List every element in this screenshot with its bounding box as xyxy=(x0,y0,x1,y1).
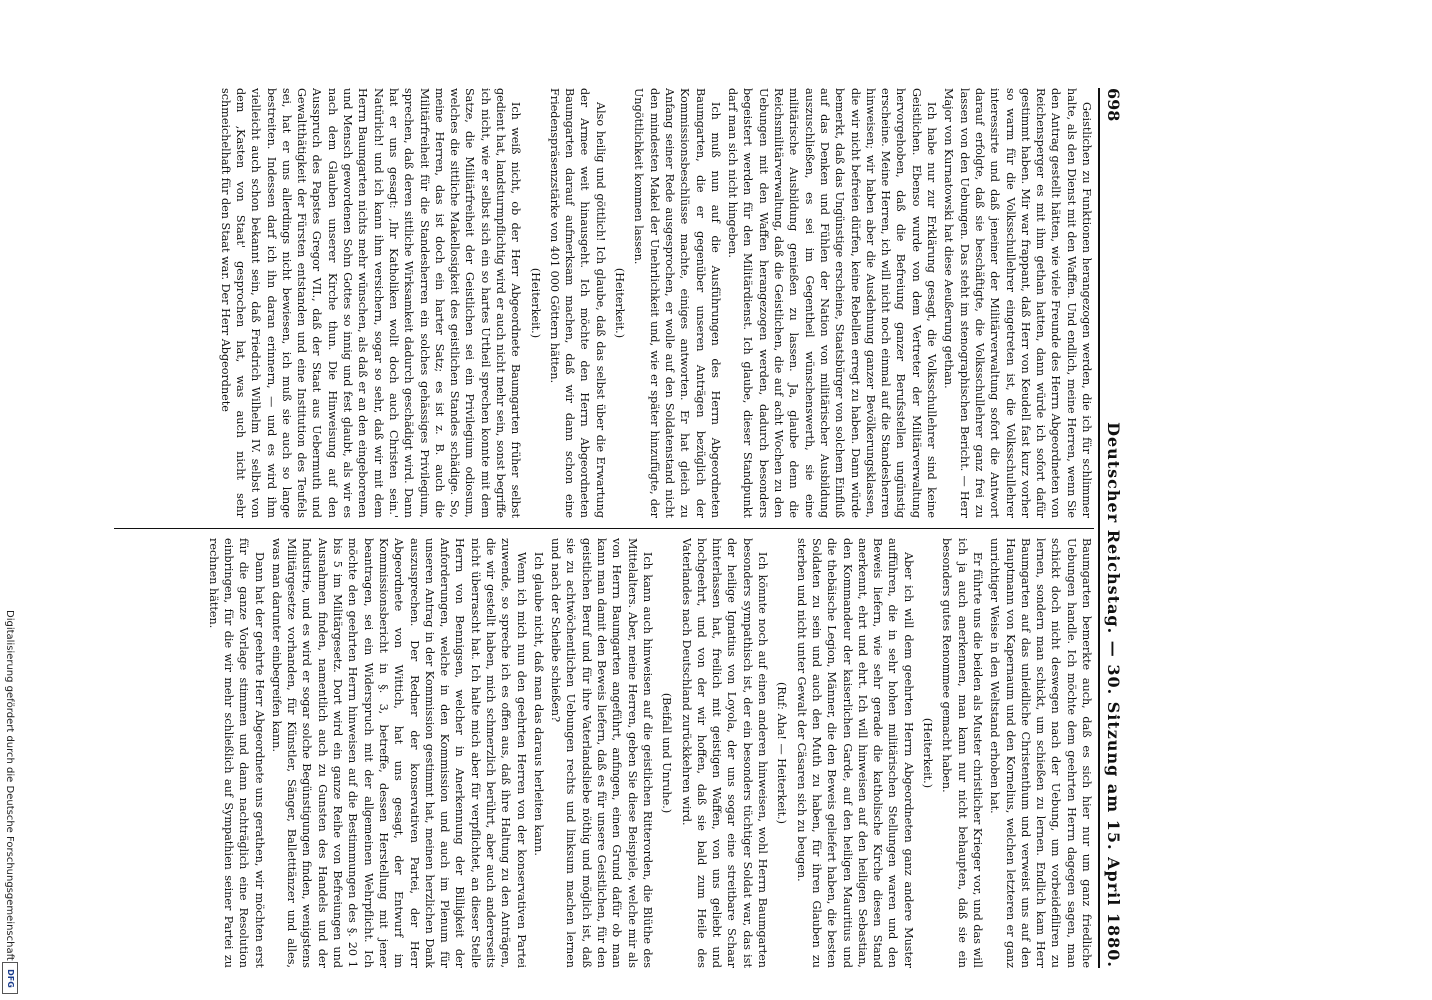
imprint-text: Digitalisierung gefördert durch die Deutsche Forschungsgemeinschaft xyxy=(4,610,16,961)
interjection: (Heiterkeit.) xyxy=(921,717,935,789)
interjection: (Heiterkeit.) xyxy=(613,267,627,339)
paragraph: Ich kann auch hinweisen auf die geistlichen Ritterorden, die Blüthe des Mittelalters. Aber, meine Herren, geben Sie diese Beispiele, welche mir als von Herrn Baumgarten angeführt, anfingen, einen Grund dafür ob man kann man damit den Beweis liefern, daß es für unsere Geistlichen, für den geistlichen Beruf und für ihre Vaterlandsliebe nöthig und möglich ist, daß sie zu achtwöchentlichen Uebungen rechts und linksum machen lernen und nach der Scheibe schießen? xyxy=(549,538,654,968)
newspaper-sheet xyxy=(108,88,1128,968)
paragraph: Baumgarten bemerkte auch, daß es sich hier nur um ganz friedliche Uebungen handle. Ich möchte dem geehrten Herrn dagegen sagen, man schickt doch nicht deswegen nach der Uebung, um vorbeidefiliren zu lernen, sondern man schickt, um schießen zu lernen. Endlich kam Herr Baumgarten auf das unleidliche Christenthum und verweist uns auf den Hauptmann von Kapernaum und den Kornelius, welchen letzteren er ganz unrichtiger Weise in den Weltstand erhoben hat. xyxy=(988,538,1093,968)
paragraph: Wenn ich mich nun den geehrten Herren von der konservativen Partei zuwende, so spreche ich es offen aus, daß ihre Haltung zu den Anträgen, die wir gestellt haben, mich schmerzlich berührt, aber auch andererseits nicht überrascht hat. Ich halte mich aber für verpflichtet, an dieser Stelle Herrn von Bennigsen, welcher in Anerkennung der Billigkeit der Anforderungen, welche in den Kommission und auch im Plenum für unseren Antrag in der Kommission gestimmt hat, meinen herzlichen Dank auszusprechen. Der Redner der konservativen Partei, der Herr Abgeordnete von Wittich, hat uns gesagt, der Entwurf im Kommissionsbericht in §. 3, betreffe, dessen Herstellung mit jener beantragen, sei ein Widerspruch mit der allgemeinen Wehrpflicht. Ich möchte den geehrten Herrn hinweisen auf die Bestimmungen des §. 20 1 bis 5 im Militärgesetz. Dort wird ein ganze Reihe von Befreiungen und Ausnahmen finden, namentlich auch zu Gunsten des Handels und der Industrie, und es wird er sogar solche Begünstigungen finden, wenigstens Militärgesetze vorhanden, für Künstler, Sänger, Balletttänzer und alles, was man darunter einbegreifen kann. xyxy=(269,538,528,968)
paragraph: Ich muß nun auf die Ausführungen des Herrn Abgeordneten Baumgarten, die er gegenüber unseren Anträgen bezüglich der Kommissionsbeschlüsse machte, einiges antworten. Er hat gleich zu Anfang seiner Rede ausgesprochen, er wolle auf den Soldatenstand nicht den mindesten Makel der Unehrlichkeit und, wie er später hinzufügte, der Ungöttlichkeit kommen lassen. xyxy=(632,88,722,518)
paragraph: Aber ich will dem geehrten Herrn Abgeordneten ganz andere Muster aufführen, die in sehr hohen militärischen Stellungen waren und den Beweis liefern, wie sehr gerade die katholische Kirche diesen Stand anerkennt, ehrt und ehrt. Ich will hinweisen auf den heiligen Sebastian, den Kommandeur der kaiserlichen Garde, auf den heiligen Mauritius und die thebäische Legion, Männer, die den Beweis geliefert haben, die besten Soldaten zu sein und auch den Muth zu haben, für ihren Glauben zu sterben und nicht unter Gewalt der Cäsaren sich zu beugen. xyxy=(794,538,915,968)
right-column xyxy=(114,538,1094,968)
paragraph: Er führte uns die beiden als Muster christlicher Krieger vor, und das will ich ja auch anerkennen, man kann nur nicht behaupten, daß sie ein besonders gutes Renommee gemacht haben. xyxy=(940,538,984,968)
column-divider xyxy=(114,528,1094,529)
paragraph: Ich habe nur zur Erklärung gesagt, die Volksschullehrer sind keine Geistlichen. Ebenso wurde von dem Vertreter der Militärverwaltung hervorgehoben, daß die Befreiung ganzer Berufsstellen ungünstig erscheine. Meine Herren, ich will nicht noch einmal auf die Standesherren hinweisen; wir haben aber die Ausdehnung ganzer Bevölkerungsklassen, die wir nicht befreien dürfen, keine Rebellen erregt zu haben. Dann würde bemerkt, daß das Ungünstige erscheine, Staatsbürger von solchem Einfluß auf das Denken und Fühlen der Nation von militärischer Ausbildung auszuschließen, es sei im Gegentheil wünschenswerth, sie eine militärische Ausbildung genießen zu lassen. Ja, glaube denn die Reichsmilitärverwaltung, daß die Geistlichen, die auf acht Wochen zu den Uebungen mit den Waffen herangezogen werden, dadurch besonders begeistert werden für den Militärdienst. Ich glaube, dieser Standpunkt darf man sich nicht hingeben. xyxy=(726,88,939,518)
interjection: (Beifall und Unruhe.) xyxy=(660,692,674,814)
left-column xyxy=(114,88,1094,518)
dfg-logo-icon xyxy=(2,962,18,994)
paragraph: Geistlichen zu Funktionen herangezogen werden, die ich für schlimmer halte, als den Dienst mit den Waffen. Und endlich, meine Herren, wenn Sie den Antrag gestellt hätten, wie viele Freunde des Herrn Abgeordneten von Reichensperger es mit ihm gethan hatten, dann würde ich sofort dafür gestimmt haben. Mir war frappant, daß Herr von Keudell fast kurz vorher so warm für die Volksschullehrer eingetreten ist, die Volksschullehrer interessirte und daß jeneiner der Militärverwaltung sofort die Antwort darauf erfolgte, daß sie beschäftigte, die Volksschullehrer ganz frei zu lassen von den Uebungen. Das steht im stenographischen Bericht. — Herr Major von Kurnatowski hat diese Aeußerung gethan. xyxy=(942,88,1093,518)
dfg-logo-text: DFG xyxy=(5,968,15,988)
interjection: (Heiterkeit.) xyxy=(528,267,542,339)
paragraph: Also heilig und göttlich! Ich glaube, daß das selbst über die Erwartung der Armee weit hinausgeht. Ich möchte den Herrn Abgeordneten Baumgarten darauf aufmerksam machen, daß wir dann schon eine Friedenspräsenzstärke von 401 000 Göttern hätten. xyxy=(547,88,607,518)
page-header xyxy=(1098,88,1128,968)
paragraph: Ich könnte noch auf einen anderen hinweisen, wohl Herrn Baumgarten besonders sympathisch ist, der ein besonders tüchtiger Soldat war, das ist der heilige Ignatius von Loyola, der uns sogar eine streitbare Schaar hinterlassen hat, freilich mit geistigen Waffen, von uns geliebt und hochgeehrt, und von der wir hoffen, daß sie bald zum Heile des Vaterlandes nach Deutschland zurückkehren wird. xyxy=(679,538,770,968)
page-title: Deutscher Reichstag. — 30. Sitzung am 15. April 1880. xyxy=(1104,422,1124,968)
interjection: (Ruf: Aha! — Heiterkeit.) xyxy=(775,681,789,825)
page-number: 698 xyxy=(1104,88,1124,122)
paragraph: Ich glaube nicht, daß man das daraus herleiten kann. xyxy=(531,552,545,856)
paragraph: Dann hat der geehrte Herr Abgeordnete uns gerathen, wir möchten erst für die ganze Vorlage stimmen und dann nachträglich eine Resolution einbringen, für die wir mehr schließlich auf Sympathien seiner Partei zu rechnen hätten. xyxy=(206,538,266,968)
digitization-imprint xyxy=(0,610,20,1000)
paragraph: Ich weiß nicht, ob der Herr Abgeordnete Baumgarten früher selbst gedient hat, landsturmpflichtig wird er auch nicht mehr sein, sonst begriffe ich nicht, wie er selbst sich ein so hartes Urtheil sprechen konnte mit dem Satze, die Militärfreiheit der Geistlichen sei ein Privilegium odiosum, welches die sittliche Makellosigkeit des geistlichen Standes schädige. So, meine Herren, das ist doch ein harter Satz; es ist z. B. auch die Militärfreiheit für die Standesherren ein solches gehässiges Privilegium, sprechen, daß deren sittliche Wirksamkeit dadurch geschädigt wird. Dann hat er uns gesagt: ‚Ihr Katholiken wollt doch auch Christen sein.' Natürlich! und ich kann ihm versichern, sogar so sehr, daß wir mit dem Herrn Baumgarten nichts mehr wünschen, als daß er an den eingeborenen und Mensch gewordenen Sohn Gottes so innig und fest glaubt, als wir es nach dem Glauben unserer Kirche thun. Die Hinweisung auf den Ausspruch des Papstes Gregor VII., daß der Staat aus Uebermuth und Gewaltthätigkeit der Fürsten entstanden und eine Institution des Teufels sei, hat er uns allerdings nicht bewiesen, ich muß sie auch so lange bestreiten. Indessen darf ich ihn daran erinnern, — und es wird ihm vielleicht auch schon bekannt sein, daß Friedrich Wilhelm IV. selbst von dem ‚Kasten von Staat' gesprochen hat, was auch nicht sehr schmeichelhaft für den Staat war. Der Herr Abgeordnete xyxy=(218,88,523,518)
